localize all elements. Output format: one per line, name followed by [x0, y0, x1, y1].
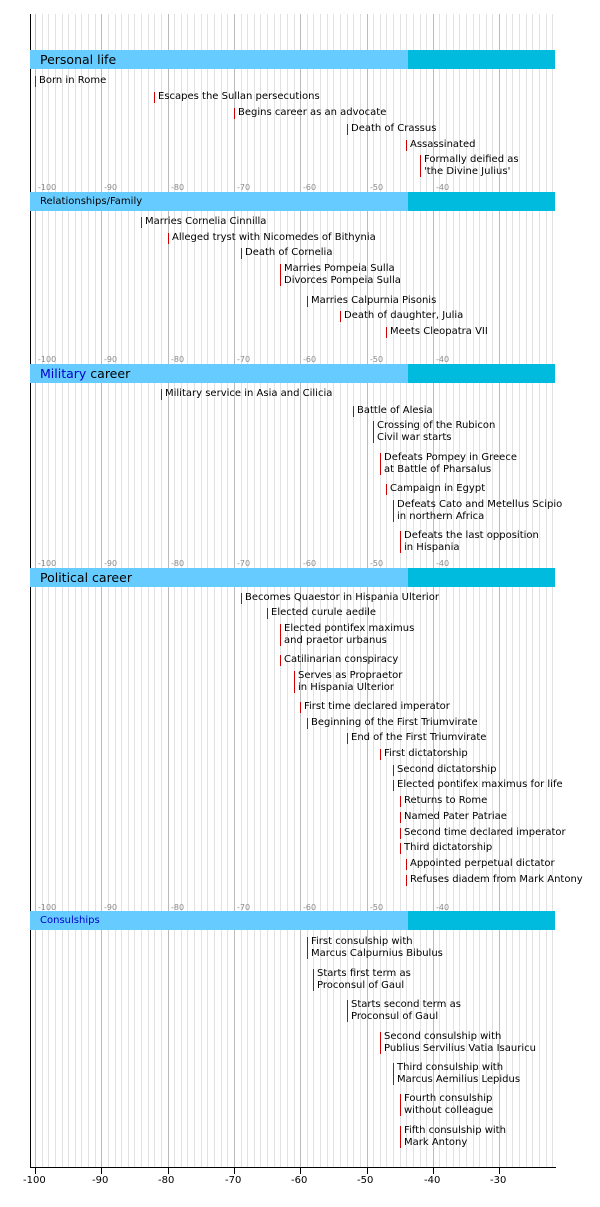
- event-marker: [393, 1062, 520, 1085]
- event-tick: [280, 655, 281, 666]
- event-marker: [400, 1125, 506, 1148]
- section-tick-label: -100: [38, 355, 57, 364]
- section-title-personal: Personal life: [40, 52, 117, 67]
- section-tick-label: -60: [303, 559, 317, 568]
- section-tick-label: -50: [370, 355, 384, 364]
- event-label: Second dictatorship: [397, 764, 497, 775]
- event-label: Fifth consulship with: [404, 1125, 506, 1136]
- x-axis-tick-label: -60: [291, 1175, 308, 1186]
- event-tick: [373, 421, 374, 443]
- section-tick-label: -50: [370, 559, 384, 568]
- event-tick: [141, 217, 142, 228]
- event-marker: [347, 732, 486, 744]
- event-label: Marries Cornelia Cinnilla: [145, 216, 267, 227]
- section-tick-label: -50: [370, 183, 384, 192]
- event-label: Begins career as an advocate: [238, 107, 387, 118]
- event-label: Becomes Quaestor in Hispania Ulterior: [245, 592, 439, 603]
- event-tick: [386, 484, 387, 495]
- event-tick: [347, 1000, 348, 1022]
- event-label: Military service in Asia and Cilicia: [165, 388, 333, 399]
- section-tick-label: -80: [171, 559, 185, 568]
- event-tick: [406, 140, 407, 151]
- event-label: Campaign in Egypt: [390, 483, 486, 494]
- section-band-consulships: [30, 911, 555, 930]
- event-marker: [353, 405, 433, 417]
- event-label: First dictatorship: [384, 748, 468, 759]
- event-label: Second consulship with: [384, 1031, 502, 1042]
- event-tick: [347, 124, 348, 135]
- event-tick: [406, 859, 407, 870]
- event-label: Born in Rome: [39, 75, 107, 86]
- event-tick: [400, 1126, 401, 1148]
- event-tick: [406, 875, 407, 886]
- event-marker: [400, 530, 539, 553]
- event-label: Death of Cornelia: [245, 247, 333, 258]
- event-label: Assassinated: [410, 139, 476, 150]
- x-axis-tick-label: -50: [357, 1175, 374, 1186]
- event-label: Returns to Rome: [404, 795, 488, 806]
- event-label: in Hispania Ulterior: [298, 681, 394, 693]
- event-tick: [280, 264, 281, 286]
- section-tick-label: -100: [38, 559, 57, 568]
- event-tick: [380, 453, 381, 475]
- section-title-military: [40, 364, 130, 383]
- event-label: Publius Servilius Vatia Isauricu: [384, 1042, 536, 1054]
- event-label: End of the First Triumvirate: [351, 732, 487, 743]
- event-label: at Battle of Pharsalus: [384, 463, 492, 475]
- event-marker: [307, 717, 478, 729]
- event-label: Formally deified as: [424, 154, 519, 165]
- section-tick-label: -80: [171, 183, 185, 192]
- section-tick-label: -90: [104, 183, 118, 192]
- event-marker: [380, 1031, 536, 1054]
- x-axis-tick-label: -90: [92, 1175, 109, 1186]
- section-tick-label: -40: [436, 903, 450, 912]
- event-label: Mark Antony: [404, 1136, 468, 1148]
- event-tick: [307, 937, 308, 959]
- x-axis-tick-label: -40: [424, 1175, 441, 1186]
- x-axis-tick-label: -30: [490, 1175, 507, 1186]
- event-label: Proconsul of Gaul: [317, 979, 405, 991]
- section-title-military-highlight: Military: [40, 366, 87, 381]
- section-tick-label: -40: [436, 183, 450, 192]
- event-marker: [241, 592, 439, 604]
- event-label: 'the Divine Julius': [424, 165, 511, 177]
- event-marker: [386, 483, 485, 495]
- event-label: Death of Crassus: [351, 123, 437, 134]
- event-label: in Hispania: [404, 541, 460, 553]
- event-marker: [393, 779, 563, 791]
- event-marker: [35, 75, 106, 87]
- section-tick-label: -80: [171, 355, 185, 364]
- event-label: Third dictatorship: [404, 842, 493, 853]
- event-marker: [161, 388, 332, 400]
- event-tick: [420, 155, 421, 177]
- section-tick-label: -70: [237, 355, 251, 364]
- event-marker: [141, 216, 266, 228]
- event-label: Proconsul of Gaul: [351, 1010, 439, 1022]
- x-axis-tick-label: -70: [225, 1175, 242, 1186]
- event-marker: [280, 654, 398, 666]
- event-marker: [400, 827, 566, 839]
- event-marker: [307, 295, 436, 307]
- event-tick: [400, 812, 401, 823]
- event-label: Marcus Calpurnius Bibulus: [311, 947, 443, 959]
- event-label: Starts first term as: [317, 968, 411, 979]
- event-tick: [267, 608, 268, 619]
- event-tick: [307, 296, 308, 307]
- event-marker: [380, 748, 468, 760]
- event-label: Third consulship with: [397, 1062, 504, 1073]
- event-marker: [241, 247, 332, 259]
- event-marker: [347, 999, 461, 1022]
- event-tick: [400, 1094, 401, 1116]
- event-label: Marcus Aemilius Lepidus: [397, 1073, 521, 1085]
- event-label: Defeats Cato and Metellus Scipio: [397, 499, 563, 510]
- event-tick: [234, 108, 235, 119]
- event-label: Meets Cleopatra VII: [390, 326, 488, 337]
- event-label: Marries Calpurnia Pisonis: [311, 295, 437, 306]
- event-marker: [386, 326, 488, 338]
- event-tick: [400, 531, 401, 553]
- section-tick-label: -100: [38, 903, 57, 912]
- event-tick: [300, 702, 301, 713]
- event-label: in northern Africa: [397, 510, 485, 522]
- section-tick-label: -70: [237, 559, 251, 568]
- event-tick: [280, 624, 281, 646]
- event-label: First time declared imperator: [304, 701, 450, 712]
- event-tick: [400, 843, 401, 854]
- event-tick: [307, 718, 308, 729]
- event-tick: [347, 733, 348, 744]
- event-marker: [406, 139, 475, 151]
- event-tick: [313, 969, 314, 991]
- event-label: Elected curule aedile: [271, 607, 377, 618]
- event-tick: [400, 796, 401, 807]
- event-tick: [241, 593, 242, 604]
- event-tick: [393, 780, 394, 791]
- event-tick: [393, 1063, 394, 1085]
- event-marker: [307, 936, 443, 959]
- event-label: Defeats Pompey in Greece: [384, 452, 517, 463]
- event-tick: [400, 828, 401, 839]
- event-marker: [400, 1093, 493, 1116]
- section-tick-label: -40: [436, 559, 450, 568]
- section-tick-label: -70: [237, 183, 251, 192]
- section-title-military-rest: career: [86, 366, 131, 381]
- event-tick: [386, 327, 387, 338]
- event-marker: [400, 842, 492, 854]
- x-axis-tick-label: -80: [158, 1175, 175, 1186]
- event-marker: [294, 670, 402, 693]
- section-tick-label: -60: [303, 183, 317, 192]
- section-tick-label: -80: [171, 903, 185, 912]
- event-label: Death of daughter, Julia: [344, 310, 464, 321]
- event-marker: [400, 795, 487, 807]
- event-label: Refuses diadem from Mark Antony: [410, 874, 583, 885]
- event-marker: [420, 154, 519, 177]
- event-marker: [168, 232, 376, 244]
- event-tick: [35, 76, 36, 87]
- event-label: Divorces Pompeia Sulla: [284, 274, 401, 286]
- section-tick-label: -40: [436, 355, 450, 364]
- event-label: Named Pater Patriae: [404, 811, 507, 822]
- section-title-political: Political career: [40, 570, 132, 585]
- event-marker: [154, 91, 320, 103]
- event-tick: [380, 1032, 381, 1054]
- event-marker: [234, 107, 386, 119]
- event-label: Defeats the last opposition: [404, 530, 539, 541]
- section-title-consulships-text: Consulships: [40, 915, 100, 926]
- event-label: Civil war starts: [377, 431, 452, 443]
- section-tick-label: -100: [38, 183, 57, 192]
- event-label: Second time declared imperator: [404, 827, 566, 838]
- event-marker: [380, 452, 517, 475]
- event-label: Marries Pompeia Sulla: [284, 263, 395, 274]
- event-marker: [267, 607, 376, 619]
- event-label: Elected pontifex maximus: [284, 623, 415, 634]
- event-marker: [373, 420, 495, 443]
- section-tick-label: -90: [104, 559, 118, 568]
- event-marker: [400, 811, 507, 823]
- event-label: Beginning of the First Triumvirate: [311, 717, 478, 728]
- event-marker: [280, 623, 414, 646]
- event-marker: [300, 701, 450, 713]
- event-tick: [168, 233, 169, 244]
- event-marker: [313, 968, 411, 991]
- event-label: without colleague: [404, 1104, 494, 1116]
- event-marker: [393, 499, 562, 522]
- section-tick-label: -60: [303, 903, 317, 912]
- event-tick: [154, 92, 155, 103]
- section-tick-label: -60: [303, 355, 317, 364]
- section-tick-label: -90: [104, 903, 118, 912]
- event-label: Fourth consulship: [404, 1093, 493, 1104]
- event-marker: [347, 123, 436, 135]
- event-tick: [161, 389, 162, 400]
- section-tick-label: -50: [370, 903, 384, 912]
- section-title-relationships: Relationships/Family: [40, 196, 143, 207]
- event-tick: [380, 749, 381, 760]
- event-label: First consulship with: [311, 936, 413, 947]
- event-label: Serves as Propraetor: [298, 670, 403, 681]
- x-axis-tick-label: -100: [23, 1175, 46, 1186]
- event-tick: [353, 406, 354, 417]
- event-label: Battle of Alesia: [357, 405, 433, 416]
- event-tick: [294, 671, 295, 693]
- event-label: Appointed perpetual dictator: [410, 858, 555, 869]
- event-marker: [406, 874, 583, 886]
- event-label: Crossing of the Rubicon: [377, 420, 496, 431]
- event-tick: [393, 500, 394, 522]
- section-tick-label: -90: [104, 355, 118, 364]
- event-label: and praetor urbanus: [284, 634, 387, 646]
- event-tick: [241, 248, 242, 259]
- event-label: Escapes the Sullan persecutions: [158, 91, 320, 102]
- event-label: Alleged tryst with Nicomedes of Bithynia: [172, 232, 376, 243]
- section-tick-label: -70: [237, 903, 251, 912]
- event-tick: [340, 311, 341, 322]
- event-label: Catilinarian conspiracy: [284, 654, 399, 665]
- event-marker: [406, 858, 555, 870]
- event-marker: [393, 764, 496, 776]
- section-title-consulships: [40, 911, 100, 930]
- event-label: Elected pontifex maximus for life: [397, 779, 563, 790]
- event-marker: [280, 263, 401, 286]
- event-label: Starts second term as: [351, 999, 461, 1010]
- event-marker: [340, 310, 463, 322]
- event-tick: [393, 765, 394, 776]
